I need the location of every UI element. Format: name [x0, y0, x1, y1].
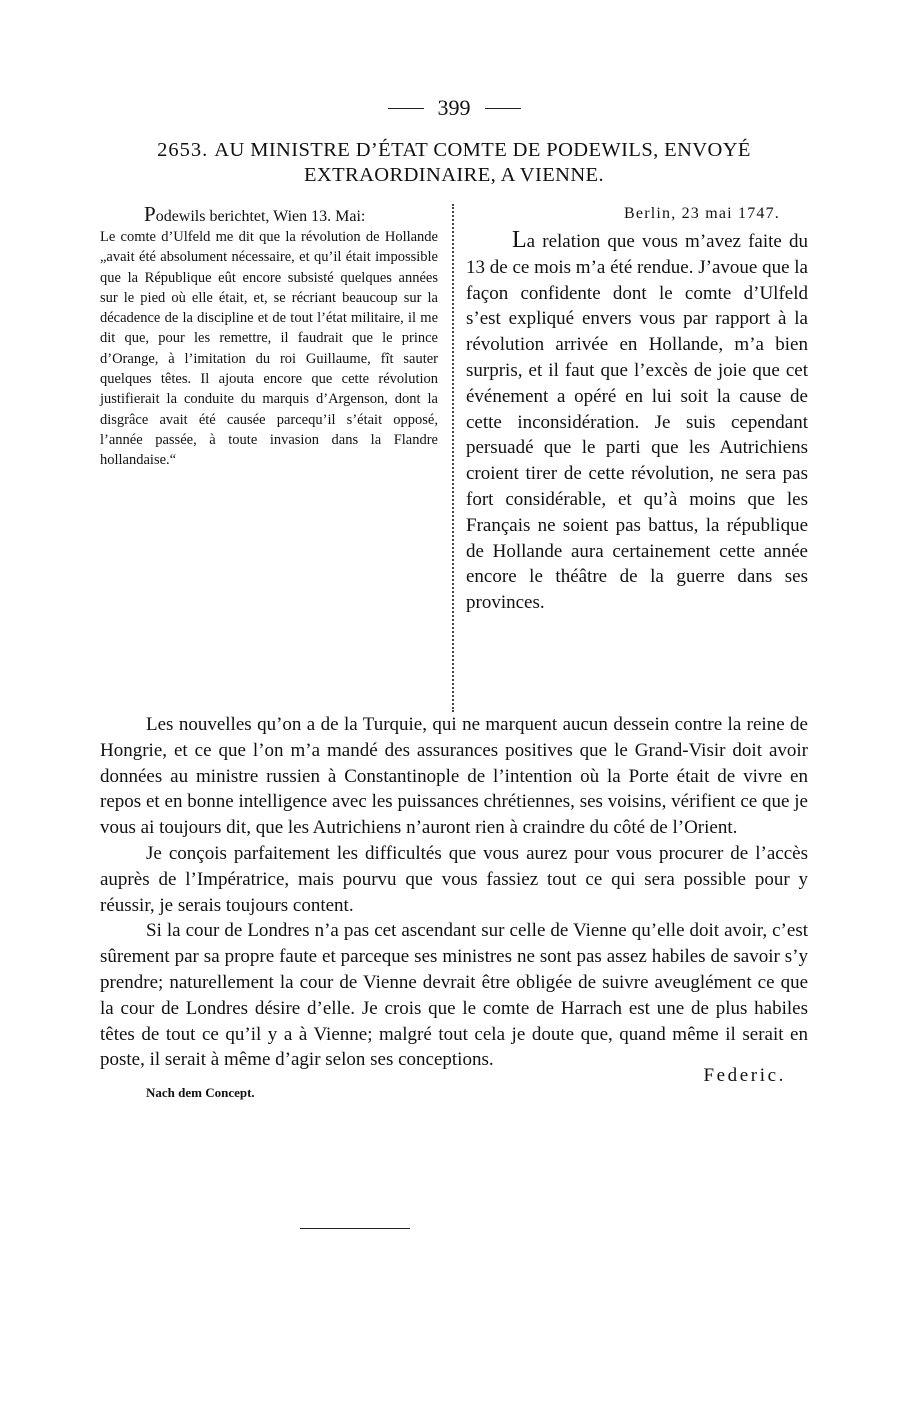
reply-column	[466, 204, 808, 616]
signature: Federic.	[703, 1065, 786, 1087]
header-dash-right	[485, 108, 521, 109]
paragraph: Je conçois parfaitement les difficultés que vous aurez pour vous procurer de l’accès auprès de l’Impératrice, mais pourvu que vous fassiez tout ce qui sera possible pour y réussir, je serais toujours content.	[100, 842, 808, 916]
report-column	[100, 204, 438, 471]
document-title-line2: EXTRAORDINAIRE, A VIENNE.	[303, 164, 605, 186]
header-dash-left	[388, 108, 424, 109]
page-header	[100, 88, 808, 128]
reply-text	[466, 228, 808, 616]
report-heading	[100, 204, 438, 227]
paragraph: Les nouvelles qu’on a de la Turquie, qui ne marquent aucun dessein contre la reine de Hongrie, et ce que l’on m’a mandé des assurances positives que le Grand-Visir doit avoir données au ministre russien à Constantinople de l’intention où la Porte était de vivre en repos et en bonne intelligence avec les puissances chrétiennes, ses voisins, vérifient ce que je vous ai toujours dit, que les Autrichiens n’auront rien à craindre du côté de l’Orient.	[100, 714, 808, 839]
column-divider	[452, 204, 454, 712]
document-number: 2653.	[157, 139, 209, 161]
two-column-section	[100, 204, 808, 712]
document-title	[100, 138, 808, 188]
page	[100, 88, 808, 1113]
page-number: 399	[437, 95, 471, 120]
report-initial: P	[144, 202, 156, 226]
document-title-line1	[100, 138, 808, 163]
closing	[100, 1065, 808, 1113]
document-title-text: AU MINISTRE D’ÉTAT COMTE DE PODEWILS, ENVOYÉ	[214, 139, 751, 161]
dateline: Berlin, 23 mai 1747.	[624, 205, 780, 222]
letter-body	[100, 712, 808, 1073]
reply-text-body: a relation que vous m’avez faite du 13 de ce mois m’a été rendue. J’avoue que la façon confidente dont le comte d’Ulfeld s’est expliqué envers vous par rapport à la révolution arrivée en Hollande, m’a bien surpris, et il faut que l’excès de joie que cet événement a opéré en lui soit la cause de cette inconsidération. Je suis cependant persuadé que le parti que les Autrichiens croient tirer de cette révolution, ne sera pas fort considérable, et qu’à moins que les Français ne soient pas battus, la république de Hollande aura certainement cette année encore le théâtre de la guerre dans ses provinces.	[466, 231, 808, 614]
source-note: Nach dem Concept.	[146, 1085, 255, 1101]
report-text: Le comte d’Ulfeld me dit que la révolution de Hollande „avait été absolument nécessaire, et qu’il était impossible que la République eût encore subsisté quelques années sur le pied où elle était, et, se récriant beaucoup sur la décadence de la discipline et de tout l’état militaire, il me dit que, pour les remettre, il faudrait que le prince d’Orange, à l’imitation du roi Guillaume, fît sauter quelques têtes. Il ajouta encore que cette révolution justifierait la conduite du marquis d’Argenson, dont la disgrâce avait été causée parcequ’il s’était opposé, l’année passée, à toute invasion dans la Flandre hollandaise.“	[100, 229, 438, 469]
paragraph: Si la cour de Londres n’a pas cet ascendant sur celle de Vienne qu’elle doit avoir, c’est sûrement par sa propre faute et parceque ses ministres ne sont pas assez habiles de savoir s’y prendre; naturellement la cour de Vienne devrait être obligée de suivre aveuglément ce que la cour de Londres désire d’elle. Je crois que le comte de Harrach est une de plus habiles têtes de tout ce qu’il y a à Vienne; malgré tout cela je doute que, quand même il serait en poste, il serait à même d’agir selon ses conceptions.	[100, 920, 808, 1071]
reply-initial: L	[512, 227, 527, 253]
end-rule	[300, 1228, 410, 1229]
report-heading-text: odewils berichtet, Wien 13. Mai:	[155, 208, 366, 225]
